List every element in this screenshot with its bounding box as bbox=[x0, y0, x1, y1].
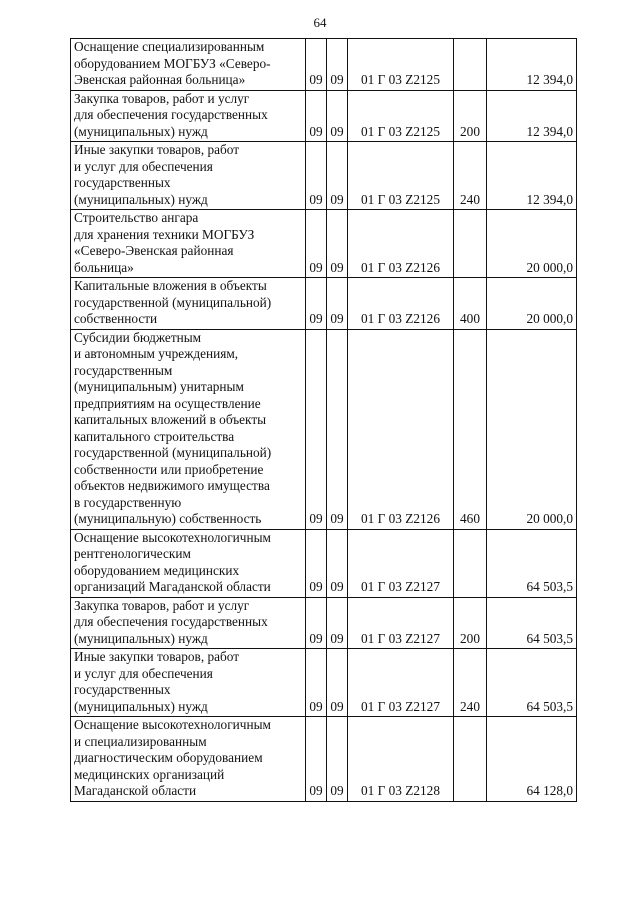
row-name-line: и услуг для обеспечения bbox=[74, 158, 213, 174]
row-name-line: Оснащение специализированным bbox=[74, 39, 265, 54]
section-code-cell: 09 bbox=[306, 278, 327, 330]
table-row bbox=[71, 649, 577, 717]
amount-cell: 20 000,0 bbox=[487, 329, 577, 529]
table-row bbox=[71, 329, 577, 529]
subsection-code-cell: 09 bbox=[327, 278, 348, 330]
row-name-line: предприятиям на осуществление bbox=[74, 395, 261, 411]
row-name-cell bbox=[71, 649, 306, 717]
row-name-line: Закупка товаров, работ и услуг bbox=[74, 597, 250, 613]
section-code-cell: 09 bbox=[306, 597, 327, 649]
row-name-line: (муниципальных) нужд bbox=[74, 191, 208, 207]
row-name-cell bbox=[71, 597, 306, 649]
row-name-line: Эвенская районная больница» bbox=[74, 72, 246, 87]
expense-type-cell: 460 bbox=[454, 329, 487, 529]
row-name-cell bbox=[71, 39, 306, 91]
row-name-line: Магаданской области bbox=[74, 783, 197, 798]
row-name-line: (муниципальным) унитарным bbox=[74, 379, 244, 394]
row-name-line: оборудованием МОГБУЗ «Северо- bbox=[74, 55, 271, 71]
row-name-line: больница» bbox=[74, 259, 134, 275]
row-name-cell bbox=[71, 90, 306, 142]
row-name-line: медицинских организаций bbox=[74, 766, 225, 782]
row-name-cell bbox=[71, 210, 306, 278]
subsection-code-cell: 09 bbox=[327, 597, 348, 649]
target-article-cell: 01 Г 03 Z2128 bbox=[348, 717, 454, 802]
row-name-cell bbox=[71, 142, 306, 210]
row-name-line: Иные закупки товаров, работ bbox=[74, 649, 240, 664]
row-name-line: «Северо-Эвенская районная bbox=[74, 243, 234, 258]
row-name-line: и услуг для обеспечения bbox=[74, 665, 213, 681]
table-row bbox=[71, 597, 577, 649]
subsection-code-cell: 09 bbox=[327, 210, 348, 278]
row-name-line: Иные закупки товаров, работ bbox=[74, 142, 240, 157]
target-article-cell: 01 Г 03 Z2125 bbox=[348, 39, 454, 91]
table-row bbox=[71, 210, 577, 278]
table-row bbox=[71, 90, 577, 142]
amount-cell: 64 128,0 bbox=[487, 717, 577, 802]
amount-cell: 20 000,0 bbox=[487, 278, 577, 330]
table-row bbox=[71, 39, 577, 91]
table-row bbox=[71, 142, 577, 210]
table-row bbox=[71, 529, 577, 597]
expense-type-cell: 200 bbox=[454, 597, 487, 649]
section-code-cell: 09 bbox=[306, 529, 327, 597]
subsection-code-cell: 09 bbox=[327, 142, 348, 210]
row-name-line: Субсидии бюджетным bbox=[74, 329, 202, 345]
row-name-line: для обеспечения государственных bbox=[74, 107, 268, 122]
row-name-line: Строительство ангара bbox=[74, 210, 199, 225]
subsection-code-cell: 09 bbox=[327, 39, 348, 91]
row-name-line: (муниципальных) нужд bbox=[74, 698, 208, 714]
amount-cell: 64 503,5 bbox=[487, 649, 577, 717]
section-code-cell: 09 bbox=[306, 210, 327, 278]
subsection-code-cell: 09 bbox=[327, 90, 348, 142]
row-name-line: государственной (муниципальной) bbox=[74, 445, 272, 460]
section-code-cell: 09 bbox=[306, 649, 327, 717]
row-name-line: и специализированным bbox=[74, 733, 207, 749]
row-name-line: диагностическим оборудованием bbox=[74, 750, 263, 765]
row-name-line: Оснащение высокотехнологичным bbox=[74, 717, 271, 732]
row-name-line: (муниципальную) собственность bbox=[74, 511, 262, 526]
target-article-cell: 01 Г 03 Z2125 bbox=[348, 90, 454, 142]
row-name-line: Закупка товаров, работ и услуг bbox=[74, 90, 250, 106]
row-name-line: оборудованием медицинских bbox=[74, 562, 240, 578]
subsection-code-cell: 09 bbox=[327, 529, 348, 597]
target-article-cell: 01 Г 03 Z2127 bbox=[348, 529, 454, 597]
row-name-line: и автономным учреждениям, bbox=[74, 346, 239, 361]
row-name-line: для обеспечения государственных bbox=[74, 614, 268, 629]
amount-cell: 12 394,0 bbox=[487, 39, 577, 91]
amount-cell: 20 000,0 bbox=[487, 210, 577, 278]
row-name-line: государственных bbox=[74, 682, 171, 697]
section-code-cell: 09 bbox=[306, 90, 327, 142]
target-article-cell: 01 Г 03 Z2126 bbox=[348, 210, 454, 278]
table-row bbox=[71, 278, 577, 330]
expense-type-cell: 240 bbox=[454, 142, 487, 210]
row-name-line: капитальных вложений в объекты bbox=[74, 412, 267, 427]
target-article-cell: 01 Г 03 Z2127 bbox=[348, 597, 454, 649]
row-name-line: собственности bbox=[74, 311, 158, 326]
expense-type-cell: 240 bbox=[454, 649, 487, 717]
row-name-cell bbox=[71, 329, 306, 529]
row-name-line: государственных bbox=[74, 175, 171, 190]
row-name-line: объектов недвижимого имущества bbox=[74, 478, 270, 493]
row-name-line: (муниципальных) нужд bbox=[74, 123, 208, 139]
expense-type-cell: 400 bbox=[454, 278, 487, 330]
amount-cell: 64 503,5 bbox=[487, 529, 577, 597]
row-name-line: в государственную bbox=[74, 494, 182, 510]
section-code-cell: 09 bbox=[306, 717, 327, 802]
amount-cell: 12 394,0 bbox=[487, 142, 577, 210]
row-name-line: организаций Магаданской области bbox=[74, 579, 271, 594]
expense-type-cell bbox=[454, 210, 487, 278]
target-article-cell: 01 Г 03 Z2127 bbox=[348, 649, 454, 717]
section-code-cell: 09 bbox=[306, 142, 327, 210]
row-name-line: Оснащение высокотехнологичным bbox=[74, 529, 271, 545]
row-name-line: капитального строительства bbox=[74, 428, 235, 444]
expense-type-cell bbox=[454, 529, 487, 597]
target-article-cell: 01 Г 03 Z2126 bbox=[348, 278, 454, 330]
row-name-cell bbox=[71, 717, 306, 802]
expense-type-cell: 200 bbox=[454, 90, 487, 142]
row-name-cell bbox=[71, 529, 306, 597]
expense-type-cell bbox=[454, 717, 487, 802]
row-name-line: государственным bbox=[74, 362, 173, 378]
target-article-cell: 01 Г 03 Z2125 bbox=[348, 142, 454, 210]
budget-table bbox=[70, 38, 577, 802]
row-name-line: (муниципальных) нужд bbox=[74, 630, 208, 646]
page-number: 64 bbox=[313, 15, 327, 30]
row-name-line: государственной (муниципальной) bbox=[74, 294, 272, 310]
section-code-cell: 09 bbox=[306, 329, 327, 529]
subsection-code-cell: 09 bbox=[327, 717, 348, 802]
budget-table-body bbox=[71, 39, 577, 802]
table-row bbox=[71, 717, 577, 802]
row-name-line: собственности или приобретение bbox=[74, 461, 264, 477]
target-article-cell: 01 Г 03 Z2126 bbox=[348, 329, 454, 529]
expense-type-cell bbox=[454, 39, 487, 91]
amount-cell: 12 394,0 bbox=[487, 90, 577, 142]
subsection-code-cell: 09 bbox=[327, 649, 348, 717]
row-name-cell bbox=[71, 278, 306, 330]
row-name-line: для хранения техники МОГБУЗ bbox=[74, 226, 255, 242]
subsection-code-cell: 09 bbox=[327, 329, 348, 529]
section-code-cell: 09 bbox=[306, 39, 327, 91]
amount-cell: 64 503,5 bbox=[487, 597, 577, 649]
row-name-line: рентгенологическим bbox=[74, 546, 191, 561]
row-name-line: Капитальные вложения в объекты bbox=[74, 278, 267, 293]
